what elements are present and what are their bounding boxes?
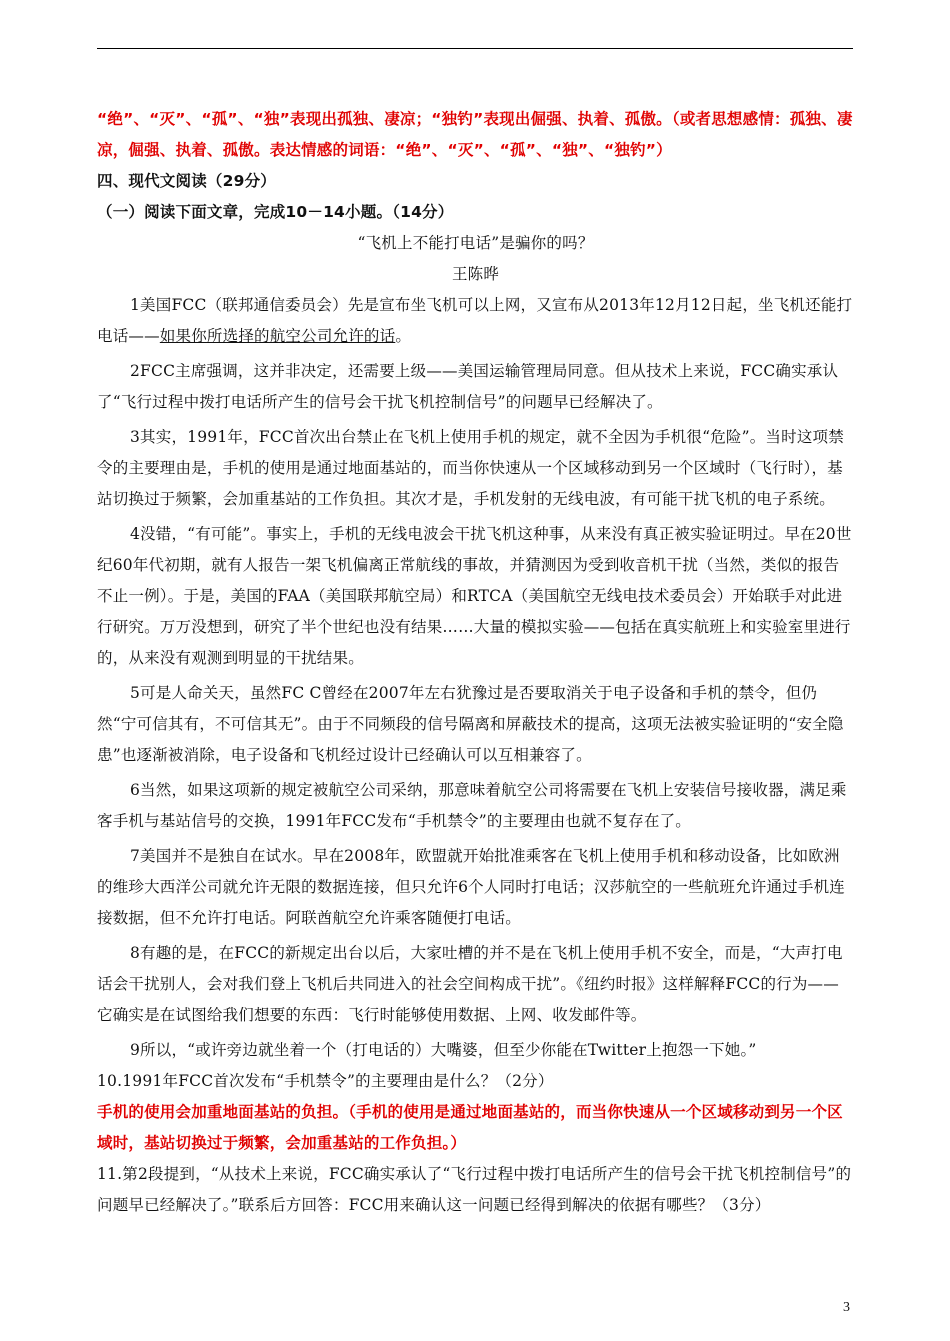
paragraph-1 [97,290,854,352]
paragraph-1-text: 1美国FCC（联邦通信委员会）先是宣布坐飞机可以上网，又宣布从2013年12月12日起，坐飞机还能打电话—— [97,296,853,345]
article-author: 王陈晔 [451,265,500,283]
paragraph-5: 5可是人命关天，虽然FC C曾经在2007年左右犹豫过是否要取消关于电子设备和手机的禁令，但仍然“宁可信其有，不可信其无”。由于不同频段的信号隔离和屏蔽技术的提高，这项无法被实验证明的“安全隐患”也逐渐被消除，电子设备和飞机经过设计已经确认可以互相兼容了。 [97,684,844,764]
paragraph-9: 9所以，“或许旁边就坐着一个（打电话的）大嘴婆，但至少你能在Twitter上抱怨一下她。” [130,1041,757,1059]
section-heading: 四、现代文阅读（29分） [97,172,276,190]
document-body [97,104,854,1221]
header-rule [97,48,853,49]
answer-10: 手机的使用会加重地面基站的负担。（手机的使用是通过地面基站的，而当你快速从一个区域移动到另一个区域时，基站切换过于频繁，会加重基站的工作负担。） [97,1103,843,1152]
paragraph-8: 8有趣的是，在FCC的新规定出台以后，大家吐槽的并不是在飞机上使用手机不安全，而是，“大声打电话会干扰别人，会对我们登上飞机后共同进入的社会空间构成干扰”。《纽约时报》这样解释FCC的行为——它确实是在试图给我们想要的东西：飞行时能够使用数据、上网、收发邮件等。 [97,944,843,1024]
article-title: “飞机上不能打电话”是骗你的吗？ [357,234,594,252]
page-number: 3 [843,1300,850,1315]
paragraph-6: 6当然，如果这项新的规定被航空公司采纳，那意味着航空公司将需要在飞机上安装信号接收器，满足乘客手机与基站信号的交换，1991年FCC发布“手机禁令”的主要理由也就不复存在了。 [97,781,847,830]
paragraph-2: 2FCC主席强调，这并非决定，还需要上级——美国运输管理局同意。但从技术上来说，FCC确实承认了“飞行过程中拨打电话所产生的信号会干扰飞机控制信号”的问题早已经解决了。 [97,362,839,411]
previous-answer: “绝”、“灭”、“孤”、“独”表现出孤独、凄凉；“独钓”表现出倔强、执着、孤傲。（或者思想感情：孤独、凄凉，倔强、执着、孤傲。表达情感的词语：“绝”、“灭”、“孤”、“独”、“独钓”） [97,110,853,159]
question-11: 11.第2段提到，“从技术上来说，FCC确实承认了“飞行过程中拨打电话所产生的信号会干扰飞机控制信号”的问题早已经解决了。”联系后方回答：FCC用来确认这一问题已经得到解决的依据有哪些？（3分） [97,1165,852,1214]
paragraph-1-end: 。 [395,327,412,345]
sub-heading: （一）阅读下面文章，完成10－14小题。（14分） [97,203,454,221]
paragraph-7: 7美国并不是独自在试水。早在2008年，欧盟就开始批准乘客在飞机上使用手机和移动设备，比如欧洲的维珍大西洋公司就允许无限的数据连接，但只允许6个人同时打电话；汉莎航空的一些航班允许通过手机连接数据，但不允许打电话。阿联酋航空允许乘客随便打电话。 [97,847,845,927]
question-10: 10.1991年FCC首次发布“手机禁令”的主要理由是什么？（2分） [97,1072,554,1090]
paragraph-4: 4没错，“有可能”。事实上，手机的无线电波会干扰飞机这种事，从来没有真正被实验证明过。早在20世纪60年代初期，就有人报告一架飞机偏离正常航线的事故，并猜测因为受到收音机干扰（当然，类似的报告不止一例）。于是，美国的FAA（美国联邦航空局）和RTCA（美国航空无线电技术委员会）开始联手对此进行研究。万万没想到，研究了半个世纪也没有结果……大量的模拟实验——包括在真实航班上和实验室里进行的，从来没有观测到明显的干扰结果。 [97,525,852,667]
paragraph-3: 3其实，1991年，FCC首次出台禁止在飞机上使用手机的规定，就不全因为手机很“危险”。当时这项禁令的主要理由是，手机的使用是通过地面基站的，而当你快速从一个区域移动到另一个区域时（飞行时），基站切换过于频繁，会加重基站的工作负担。其次才是，手机发射的无线电波，有可能干扰飞机的电子系统。 [97,428,844,508]
underlined-phrase: 如果你所选择的航空公司允许的话 [159,327,396,345]
